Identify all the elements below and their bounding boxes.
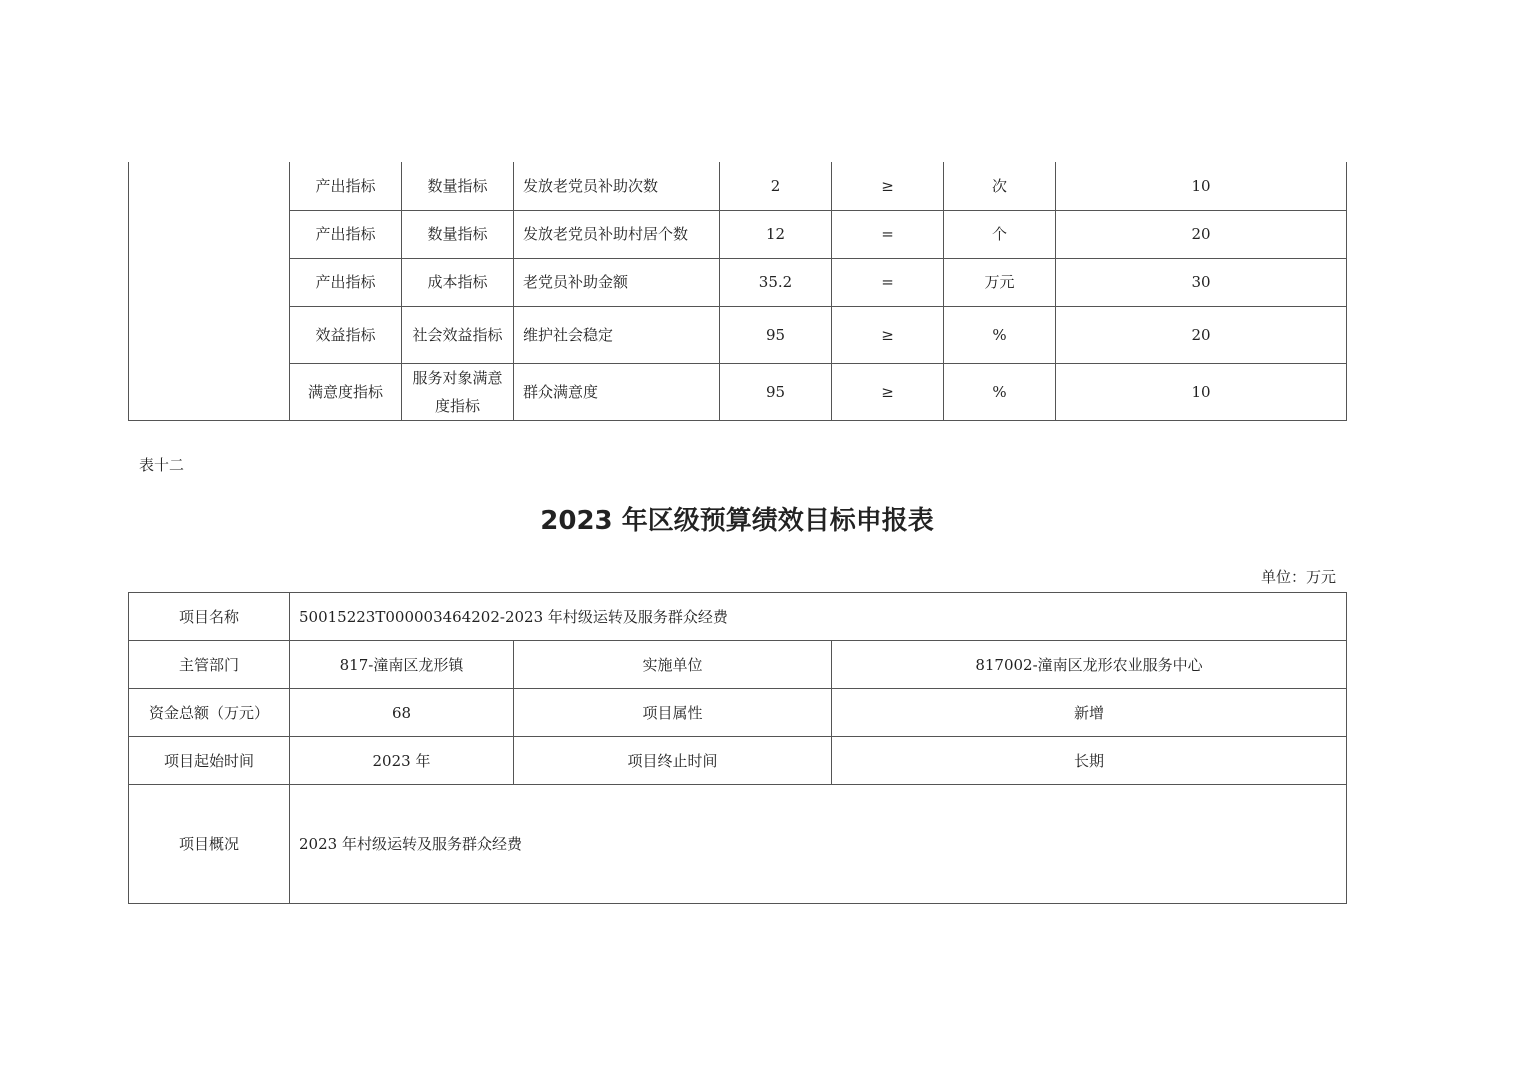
indicator-value-cell: 95 [720,306,832,363]
indicator-unit-cell: % [944,306,1056,363]
comparison-operator-cell: = [832,258,944,306]
indicator-value-cell: 35.2 [720,258,832,306]
level1-indicator-cell: 产出指标 [290,210,402,258]
comparison-operator-cell: = [832,210,944,258]
indicator-name-cell: 群众满意度 [514,363,720,420]
project-attribute-value: 新增 [832,689,1347,737]
level2-indicator-cell: 成本指标 [402,258,514,306]
project-name-value: 50015223T000003464202-2023 年村级运转及服务群众经费 [290,593,1347,641]
table-row [129,258,1347,306]
project-overview-value: 2023 年村级运转及服务群众经费 [290,785,1347,904]
indicator-name-cell: 发放老党员补助次数 [514,162,720,210]
level1-indicator-cell: 满意度指标 [290,363,402,420]
indicator-weight-cell: 20 [1056,210,1347,258]
table-row [129,641,1347,689]
indicator-name-cell: 发放老党员补助村居个数 [514,210,720,258]
indicator-unit-cell: 次 [944,162,1056,210]
table-row [129,689,1347,737]
table-caption: 表十二 [139,456,185,474]
total-fund-value: 68 [290,689,514,737]
end-time-value: 长期 [832,737,1347,785]
start-time-label: 项目起始时间 [129,737,290,785]
start-time-value: 2023 年 [290,737,514,785]
indicator-weight-cell: 30 [1056,258,1347,306]
indicator-unit-cell: % [944,363,1056,420]
comparison-operator-cell: ≥ [832,363,944,420]
level2-indicator-cell: 数量指标 [402,210,514,258]
table-row [129,785,1347,904]
project-overview-label: 项目概况 [129,785,290,904]
indicator-value-cell: 2 [720,162,832,210]
table-row [129,162,1347,210]
indicator-unit-cell: 个 [944,210,1056,258]
indicator-unit-cell: 万元 [944,258,1056,306]
department-label: 主管部门 [129,641,290,689]
unit-note: 单位：万元 [1260,568,1336,586]
indicator-value-cell: 95 [720,363,832,420]
performance-indicator-table [128,162,1347,421]
indicator-name-cell: 维护社会稳定 [514,306,720,363]
implementing-unit-label: 实施单位 [514,641,832,689]
end-time-label: 项目终止时间 [514,737,832,785]
table-row [129,210,1347,258]
total-fund-label: 资金总额（万元） [129,689,290,737]
level2-indicator-cell: 数量指标 [402,162,514,210]
project-attribute-label: 项目属性 [514,689,832,737]
project-name-label: 项目名称 [129,593,290,641]
level1-indicator-cell: 产出指标 [290,258,402,306]
table-row [129,306,1347,363]
level2-indicator-cell: 服务对象满意度指标 [402,363,514,420]
table-row [129,363,1347,420]
comparison-operator-cell: ≥ [832,306,944,363]
merged-category-cell [129,162,290,420]
level1-indicator-cell: 产出指标 [290,162,402,210]
comparison-operator-cell: ≥ [832,162,944,210]
level2-indicator-cell: 社会效益指标 [402,306,514,363]
page-title: 2023 年区级预算绩效目标申报表 [540,506,934,536]
indicator-weight-cell: 20 [1056,306,1347,363]
project-info-table [128,592,1347,904]
level1-indicator-cell: 效益指标 [290,306,402,363]
implementing-unit-value: 817002-潼南区龙形农业服务中心 [832,641,1347,689]
indicator-value-cell: 12 [720,210,832,258]
indicator-name-cell: 老党员补助金额 [514,258,720,306]
indicator-weight-cell: 10 [1056,363,1347,420]
indicator-weight-cell: 10 [1056,162,1347,210]
department-value: 817-潼南区龙形镇 [290,641,514,689]
table-row [129,593,1347,641]
table-row [129,737,1347,785]
